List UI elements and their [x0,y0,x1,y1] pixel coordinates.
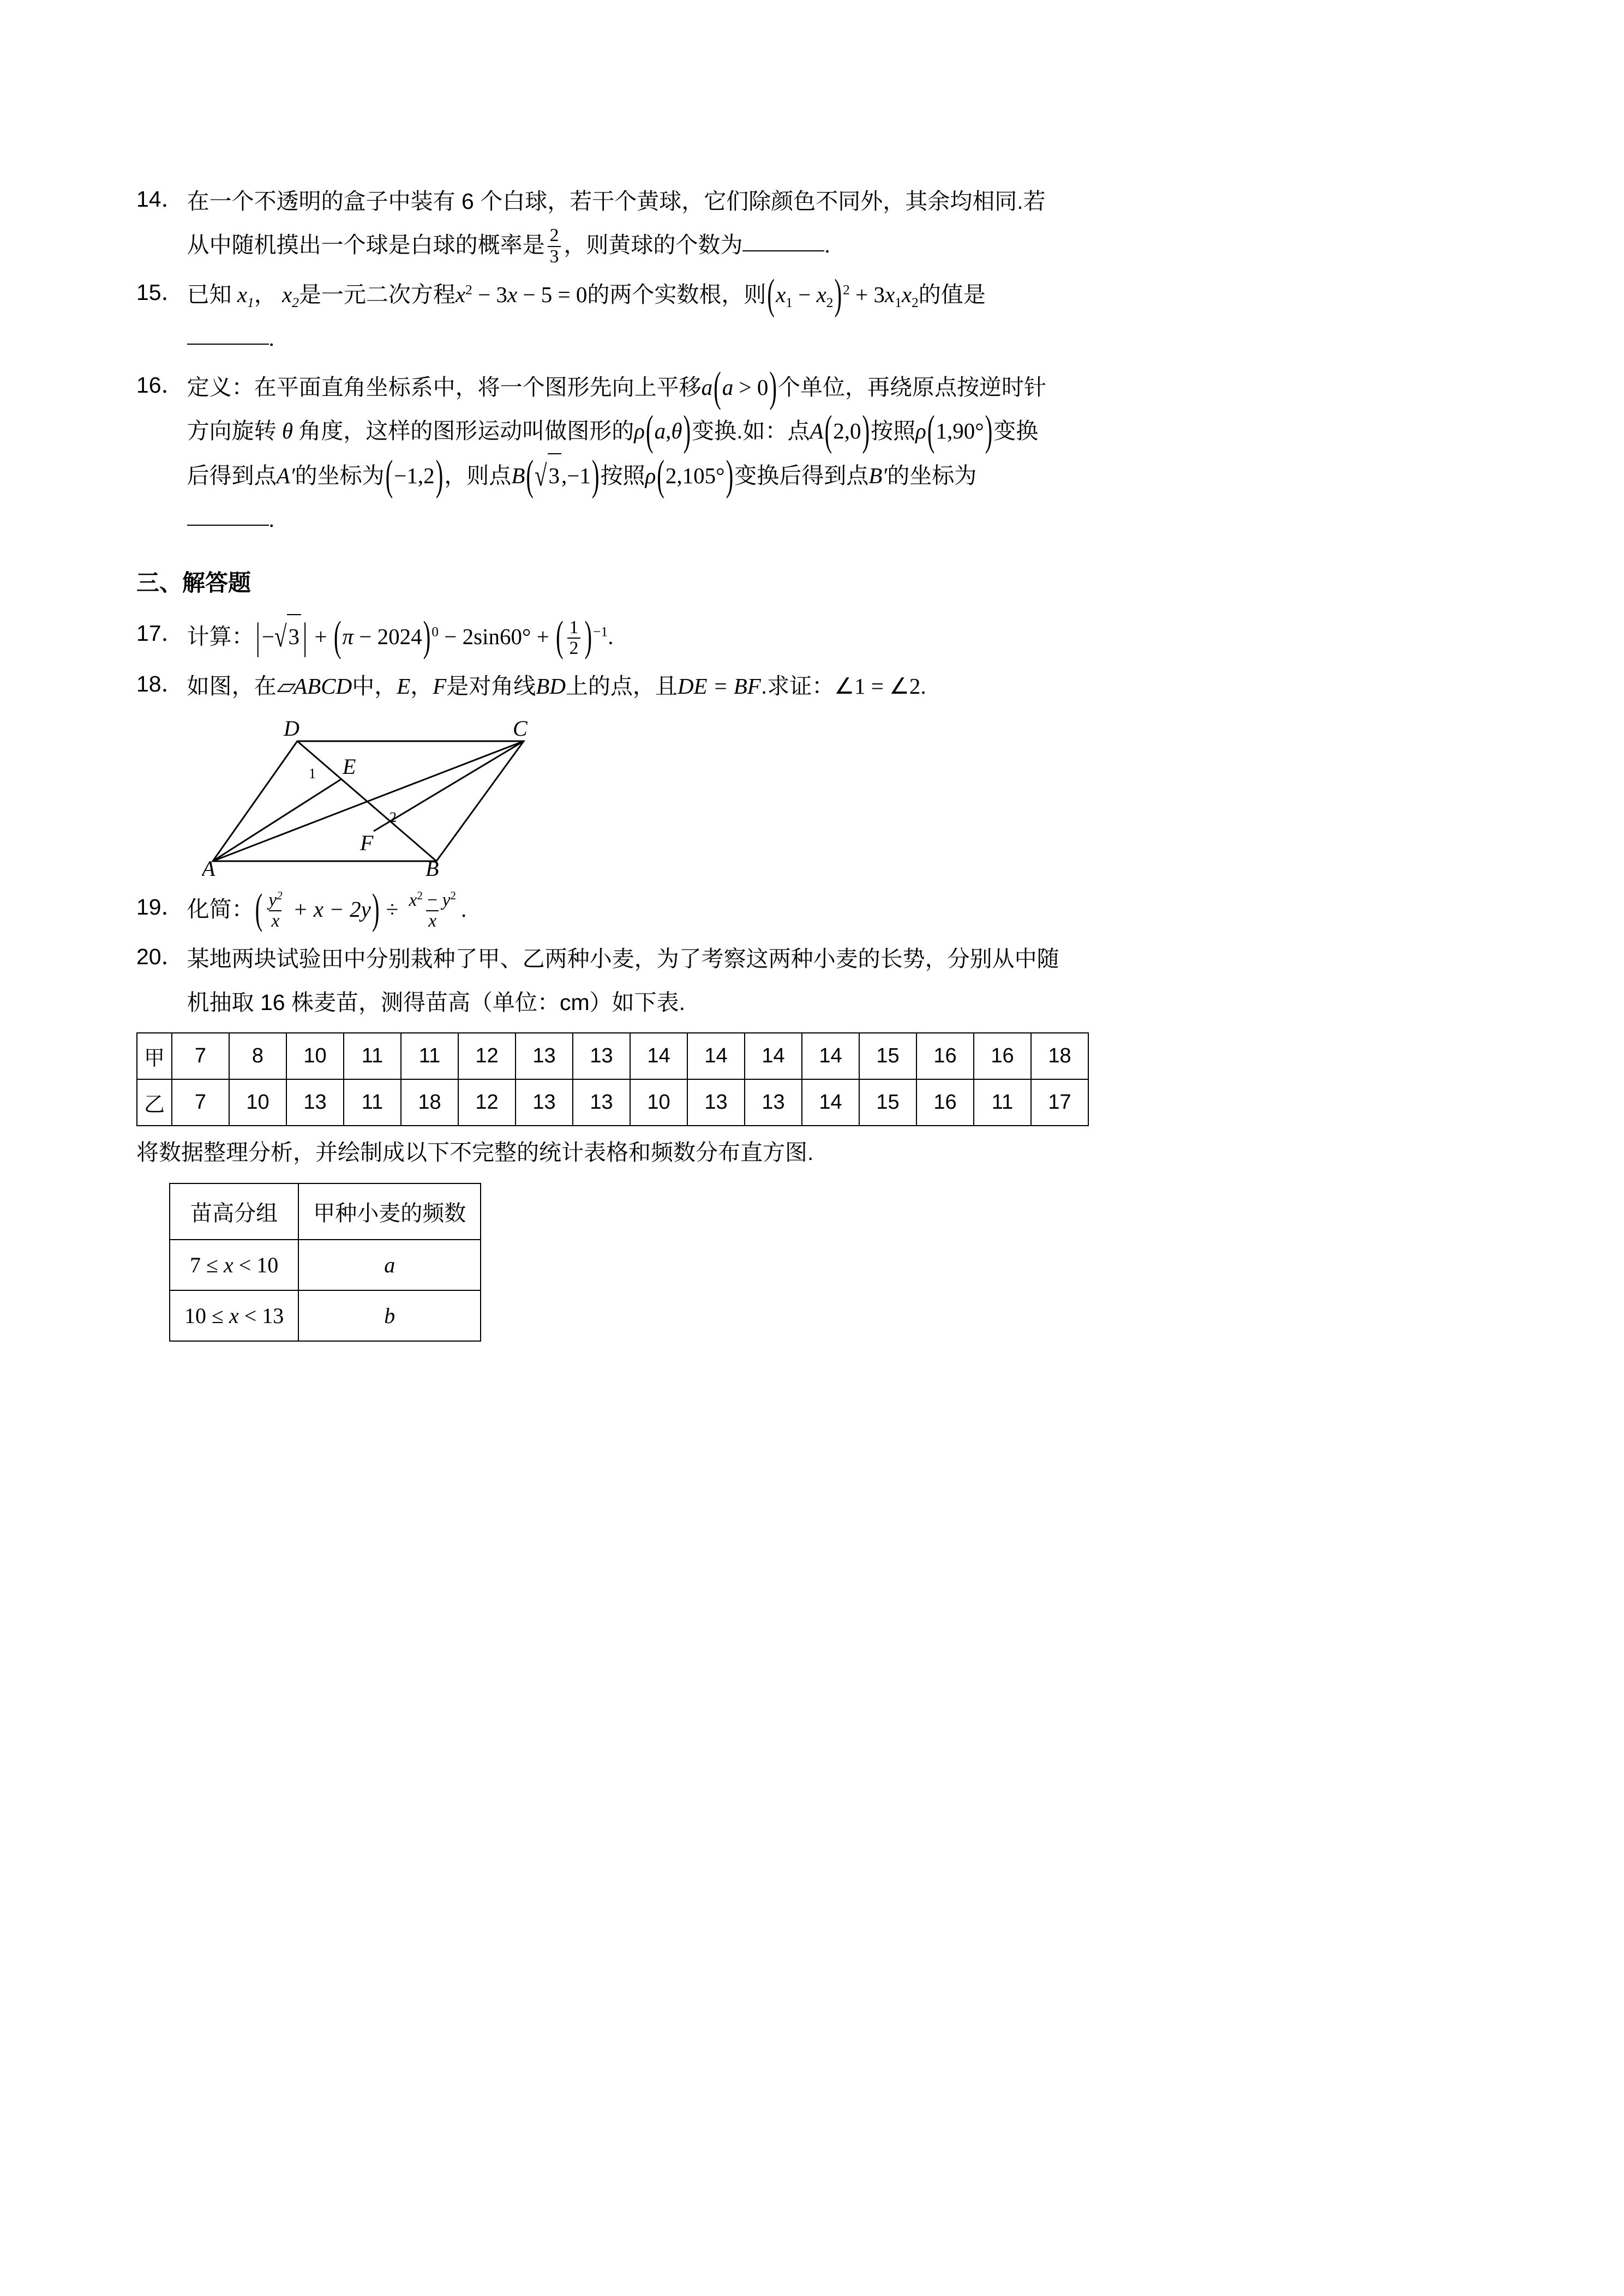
q16-theta: θ [281,418,293,443]
cell: 13 [516,1079,573,1126]
cell: 10 [286,1033,344,1079]
q16-text-1: 定义：在平面直角坐标系中，将一个图形先向上平移 [187,374,702,400]
cell: 10 [630,1079,687,1126]
row-label-jia: 甲 [137,1033,172,1079]
q16-text-2: 个单位，再绕原点按逆时针 [778,374,1047,400]
cell: 13 [516,1033,573,1079]
q14-text-1: 在一个不透明的盒子中装有 6 个白球，若干个黄球，它们除颜色不同外，其余均相同.若 [187,189,1046,214]
q18-parallelogram: ▱ABCD [276,674,352,699]
cell: 18 [401,1079,458,1126]
freq-header-count: 甲种小麦的频数 [298,1183,481,1240]
q18-text-2: 中， [352,674,397,699]
q14-frac-numerator: 2 [549,225,559,246]
q18-seg-BD: BD [536,674,566,699]
q19-right-num: $x^2 - y^2$ [409,888,456,910]
cell: 15 [859,1033,916,1079]
cell: 12 [458,1079,516,1126]
figure-label-A: A [202,856,215,878]
q18-text-3: 是对角线 [446,674,536,699]
table-row [170,1240,481,1290]
question-17 [136,614,1460,659]
cell: 11 [401,1033,458,1079]
question-15-number: 15． [136,279,184,305]
q18-point-F: F [433,674,447,699]
q19-right-den: x [426,910,439,931]
question-20-number: 20． [136,944,184,970]
q15-text-1: 已知 [187,281,232,307]
question-18-body [187,665,1460,708]
q14-text-3: ，则黄球的个数为 [564,232,743,257]
q14-frac-denominator: 3 [548,246,561,267]
q19-left-num: $y^2$ [268,888,283,910]
seedling-height-table [136,1032,1089,1126]
q18-figure [202,714,1460,880]
question-20 [136,937,1460,1025]
q15-var-x2: $x_2$ [282,281,299,311]
q17-expression: |−√3 | + $(\pi - 2024)^0 - 2\sin 60^\circ$ + ( $\frac{1}{2}$ )$^{-1}$. [255,612,614,660]
q18-conclusion: ∠1 = ∠2 [834,674,921,699]
q15-text-3: 的两个实数根，则 [587,281,766,307]
cell: 18 [1031,1033,1088,1079]
cell: 14 [687,1033,745,1079]
freq-group-1: 7 ≤ x < 10 [170,1240,298,1290]
q16-text-6: 按照 [871,418,916,443]
cell: 14 [802,1033,859,1079]
cell: 13 [573,1033,630,1079]
q14-text-2: 从中随机摸出一个球是白球的概率是 [187,232,545,257]
cell: 14 [802,1079,859,1126]
q16-text-8: 后得到点 [187,462,277,488]
question-15-body [187,270,1460,360]
q18-text-1: 如图，在 [187,674,277,699]
q16-answer-blank[interactable] [187,525,269,526]
question-18-number: 18． [136,671,184,697]
q16-rho-1: ρ(a,θ) [634,406,691,454]
frequency-table [169,1183,481,1342]
q16-a-expr: a(a > 0) [701,363,777,411]
q18-text-4: 上的点，且 [565,674,678,699]
cell: 16 [974,1033,1031,1079]
q14-answer-blank[interactable] [742,250,824,251]
q16-point-A: A(2,0) [810,406,870,454]
q18-given: DE = BF [677,674,761,699]
question-16-body [187,363,1460,542]
cell: 13 [286,1079,344,1126]
question-15 [136,270,1460,360]
cell: 10 [229,1079,286,1126]
q14-fraction [548,226,561,267]
q20-text-1: 某地两块试验田中分别栽种了甲、乙两种小麦，为了考察这两种小麦的长势，分别从中随 [187,946,1059,972]
question-19-number: 19． [136,894,184,920]
figure-label-1: 1 [309,766,316,782]
cell: 14 [630,1033,687,1079]
q15-equation: $x^2 - 3x - 5 = 0$ [455,281,588,307]
q16-period: . [268,506,274,532]
cell: 11 [344,1079,401,1126]
q16-rho-3: ρ(2,105°) [645,451,734,499]
cell: 13 [745,1079,802,1126]
question-14 [136,180,1460,268]
freq-group-2: 10 ≤ x < 13 [170,1290,298,1341]
q18-text-5: .求证： [760,674,835,699]
q16-point-Aprime: A′ [276,462,295,488]
q18-period: . [920,674,926,699]
freq-value-a: a [298,1240,481,1290]
cell: 11 [344,1033,401,1079]
freq-header-group: 苗高分组 [170,1183,298,1240]
figure-label-C: C [513,716,528,741]
row-label-yi: 乙 [137,1079,172,1126]
q16-point-Bprime: B′ [868,462,888,488]
q16-text-13: 的坐标为 [887,462,977,488]
cell: 8 [229,1033,286,1079]
q20-note: 将数据整理分析，并绘制成以下不完整的统计表格和频数分布直方图. [136,1140,814,1165]
freq-value-b: b [298,1290,481,1341]
q15-period: . [268,325,274,351]
figure-label-2: 2 [389,809,397,826]
q19-expression: ( $\frac{y^2}{x}$ + x − 2y) ÷ $\frac{x^2 - y^2}{x}$ . [255,885,467,933]
q16-text-4: 角度，这样的图形运动叫做图形的 [298,418,634,443]
figure-label-B: B [426,856,439,878]
figure-label-F: F [360,831,374,856]
q16-coord: (−1,2) [385,451,444,499]
q16-point-B: B(√3,−1) [511,451,600,499]
q20-text-2: 机抽取 16 株麦苗，测得苗高（单位：cm）如下表. [187,990,686,1015]
q17-sqrt3: 3 [287,614,301,659]
cell: 11 [974,1079,1031,1126]
figure-label-D: D [284,716,299,741]
q16-text-3: 方向旋转 [187,418,277,443]
table-row [137,1079,1088,1126]
cell: 17 [1031,1079,1088,1126]
q16-text-5: 变换.如：点 [692,418,810,443]
parallelogram-figure-svg [202,714,540,877]
question-19 [136,885,1460,933]
cell: 12 [458,1033,516,1079]
question-16 [136,363,1460,542]
question-19-body [187,885,1460,933]
question-17-number: 17． [136,621,184,646]
cell: 15 [859,1079,916,1126]
q16-text-12: 变换后得到点 [734,462,869,488]
q15-text-4: 的值是 [918,281,986,307]
q19-label: 化简： [187,897,254,922]
question-14-body [187,180,1460,268]
q17-label: 计算： [187,624,254,650]
q16-text-10: ，则点 [444,462,512,488]
q18-comma: ， [410,674,433,699]
q16-text-9: 的坐标为 [295,462,385,488]
figure-label-E: E [343,754,356,779]
cell: 16 [916,1079,974,1126]
q15-expression: $(x_1 - x_2)^2 + 3x_1x_2$ [767,270,919,318]
cell: 13 [687,1079,745,1126]
q16-text-7: 变换 [993,418,1039,443]
q15-answer-blank[interactable] [187,344,269,345]
cell: 7 [172,1033,229,1079]
q15-var-x1: $x_1$ [237,281,254,311]
q16-text-11: 按照 [600,462,645,488]
question-17-body [187,614,1460,659]
q15-text-2: 是一元二次方程 [298,281,456,307]
q18-point-E: E [397,674,411,699]
table-row [170,1290,481,1341]
cell: 7 [172,1079,229,1126]
question-14-number: 14． [136,187,184,212]
table-row [137,1033,1088,1079]
q14-period: . [824,232,830,257]
table-row [170,1183,481,1240]
cell: 13 [573,1079,630,1126]
q15-comma: ， [254,281,277,307]
question-16-number: 16． [136,372,184,398]
cell: 16 [916,1033,974,1079]
q19-left-den: x [269,910,281,931]
q16-rho-2: ρ(1,90°) [915,406,993,454]
cell: 14 [745,1033,802,1079]
section-3-heading: 三、解答题 [136,570,251,596]
